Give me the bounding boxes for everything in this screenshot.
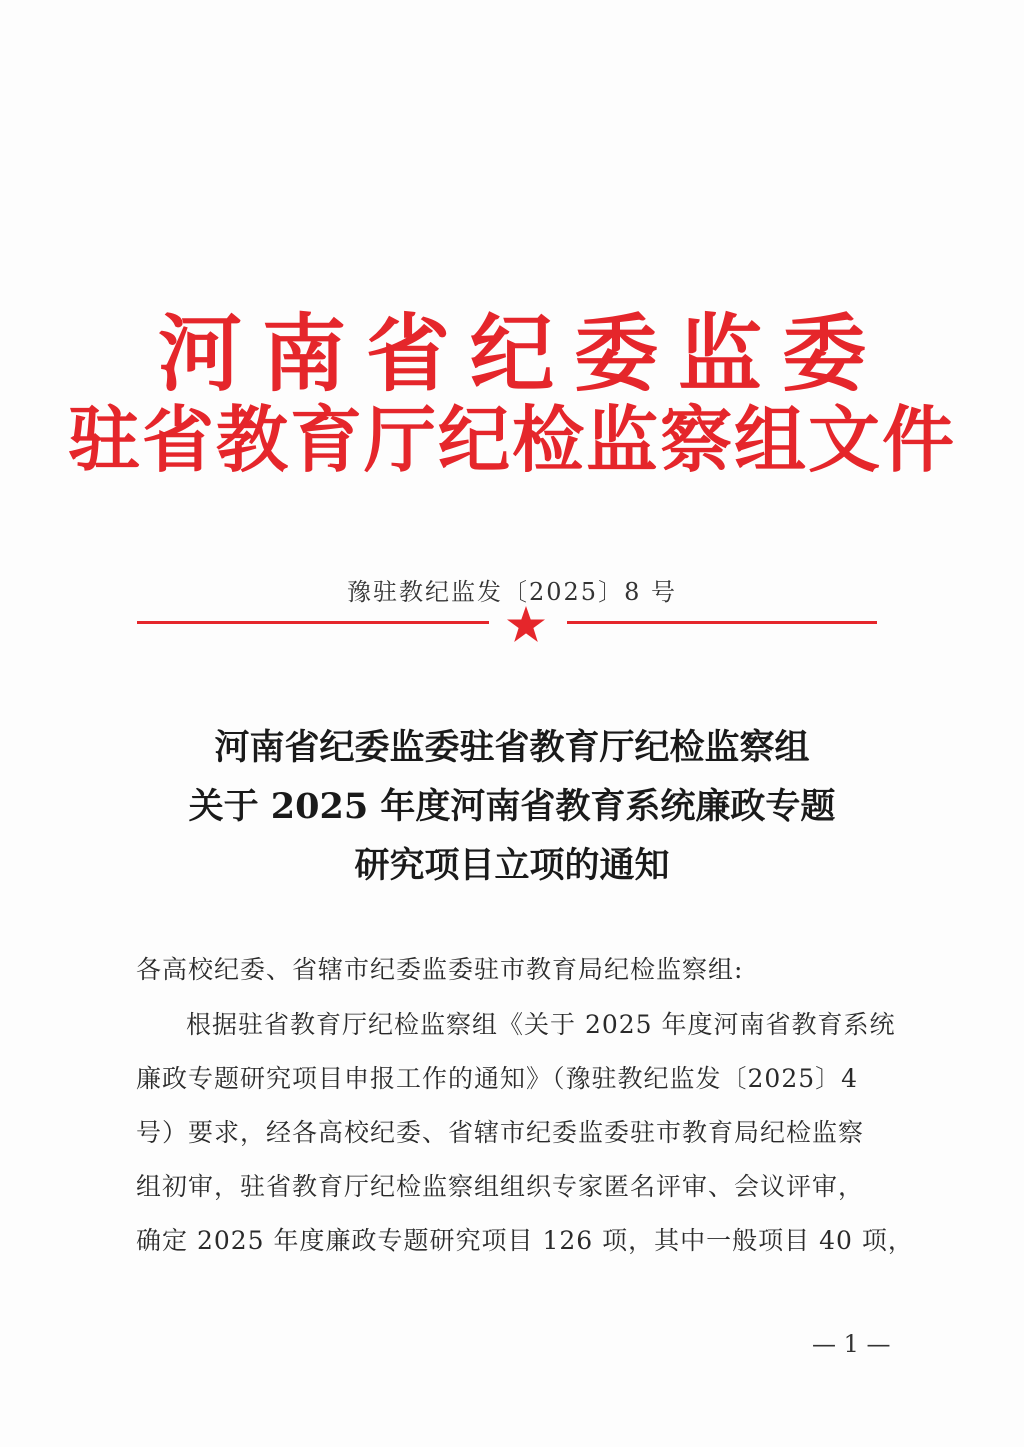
body-line: 根据驻省教育厅纪检监察组《关于 2025 年度河南省教育系统 <box>186 1010 896 1039</box>
page-number: — 1 — <box>812 1330 891 1358</box>
body-line: 确定 2025 年度廉政专题研究项目 126 项，其中一般项目 40 项， <box>136 1226 914 1255</box>
body-line: 廉政专题研究项目申报工作的通知》（豫驻教纪监发〔2025〕4 <box>136 1064 859 1093</box>
issuer-header-line-1: 河南省纪委监委 <box>157 305 886 403</box>
notice-title-line-2: 关于 2025 年度河南省教育系统廉政专题 <box>188 786 836 827</box>
salutation: 各高校纪委、省辖市纪委监委驻市教育局纪检监察组: <box>136 955 744 984</box>
body-line: 号）要求，经各高校纪委、省辖市纪委监委驻市教育局纪检监察 <box>136 1118 865 1147</box>
red-separator-right <box>567 621 877 624</box>
red-separator-left <box>137 621 489 624</box>
notice-title-line-1: 河南省纪委监委驻省教育厅纪检监察组 <box>214 727 810 768</box>
notice-title-line-3: 研究项目立项的通知 <box>354 845 670 886</box>
document-number: 豫驻教纪监发〔2025〕8 号 <box>347 578 677 606</box>
star-icon <box>506 604 546 644</box>
body-line: 组初审，驻省教育厅纪检监察组组织专家匿名评审、会议评审， <box>136 1172 865 1201</box>
issuer-header-line-2: 驻省教育厅纪检监察组文件 <box>67 398 956 482</box>
